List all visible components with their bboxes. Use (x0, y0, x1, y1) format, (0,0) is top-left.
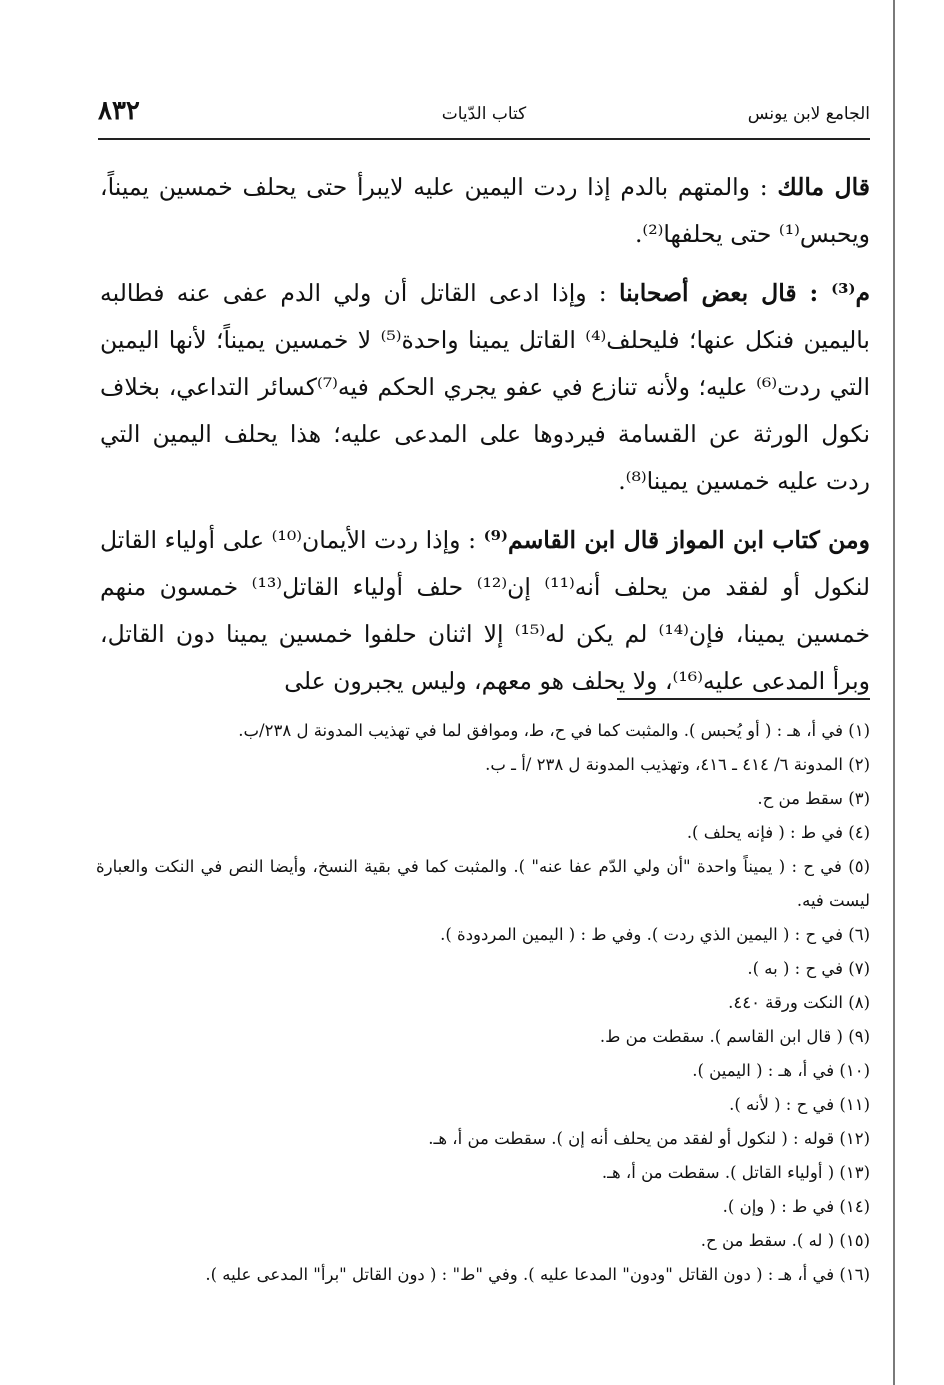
paragraph-lead: قال مالك (777, 173, 870, 201)
paragraph (100, 164, 870, 258)
footnote: (١١) في ح : ( لأنه ). (729, 1095, 870, 1114)
footnote-separator (617, 698, 870, 700)
main-text (100, 164, 870, 717)
footnote: (١٠) في أ، هـ : ( اليمين ). (692, 1061, 870, 1080)
footnote: (٦) في ح : ( اليمين الذي ردت ). وفي ط : ( اليمين المردودة ). (440, 925, 870, 944)
footnote: (١٥) ( له ). سقط من ح. (700, 1231, 870, 1250)
footnote: (١) في أ، هـ : ( أو يُحبس ). والمثبت كما في ح، ط، وموافق لما في تهذيب المدونة ل ٢٣٨/ب. (238, 721, 870, 740)
paragraph (100, 270, 870, 505)
paragraph-text: : والمتهم بالدم إذا ردت اليمين عليه لايبرأ حتى يحلف خمسين يميناً، ويحبس⁽¹⁾ حتى يحلفها⁽²⁾. (100, 173, 870, 248)
footnote: (١٦) في أ، هـ : ( دون القاتل "ودون" المدعا عليه ). وفي "ط" : ( دون القاتل "برأ" المدعى عليه ). (205, 1265, 870, 1284)
footnote: (١٢) قوله : ( لنكول أو لفقد من يحلف أنه إن ). سقطت من أ، هـ. (428, 1129, 870, 1148)
footnote: (٣) سقط من ح. (757, 789, 870, 808)
header-rule (98, 138, 870, 140)
footnote: (٨) النكت ورقة ٤٤٠. (728, 993, 870, 1012)
footnote: (٩) ( قال ابن القاسم ). سقطت من ط. (599, 1027, 870, 1046)
footnote: (٥) في ح : ( يميناً واحدة "أن ولي الدّم عفا عنه" ). والمثبت كما في بقية النسخ، وأيضا النص في النكت والعبارة ليست فيه. (96, 857, 870, 910)
footnotes (96, 714, 870, 1292)
footnote: (٧) في ح : ( به ). (747, 959, 870, 978)
footnote: (٢) المدونة ٦/ ٤١٤ ـ ٤١٦، وتهذيب المدونة ل ٢٣٨ /أ ـ ب. (485, 755, 870, 774)
paragraph (100, 517, 870, 705)
paragraph-text: : وإذا ردت الأيمان⁽¹⁰⁾ على أولياء القاتل لنكول أو لفقد من يحلف أنه⁽¹¹⁾ إن⁽¹²⁾ حلف أولياء القاتل⁽¹³⁾ خمسون منهم خمسين يمينا، فإن⁽¹⁴⁾ لم يكن له⁽¹⁵⁾ إلا اثنان حلفوا خمسين يمينا دون القاتل، وبرأ المدعى عليه⁽¹⁶⁾، ولا يحلف هو معهم، وليس يجبرون على (100, 526, 870, 695)
book-title: الجامع لابن يونس (747, 104, 870, 124)
chapter-title: كتاب الدّيات (441, 104, 527, 124)
paragraph-lead: م⁽³⁾ : قال بعض أصحابنا (618, 279, 871, 307)
footnote: (٤) في ط : ( فإنه يحلف ). (686, 823, 870, 842)
page-number: ٨٣٢ (98, 96, 140, 126)
footnote: (١٤) في ط : ( وإن ). (722, 1197, 870, 1216)
footnote: (١٣) ( أولياء القاتل ). سقطت من أ، هـ. (601, 1163, 870, 1182)
paragraph-text: : وإذا ادعى القاتل أن ولي الدم عفى عنه فطالبه باليمين فنكل عنها؛ فليحلف⁽⁴⁾ القاتل يمينا واحدة⁽⁵⁾ لا خمسين يميناً؛ لأنها اليمين التي ردت⁽⁶⁾ عليه؛ ولأنه تنازع في عفو يجري الحكم فيه⁽⁷⁾كسائر التداعي، بخلاف نكول الورثة عن القسامة فيردوها على المدعى عليه؛ هذا يحلف اليمين التي ردت عليه خمسين يمينا⁽⁸⁾. (100, 279, 870, 495)
page-header (98, 96, 870, 140)
paragraph-lead: ومن كتاب ابن المواز قال ابن القاسم⁽⁹⁾ (483, 526, 870, 554)
